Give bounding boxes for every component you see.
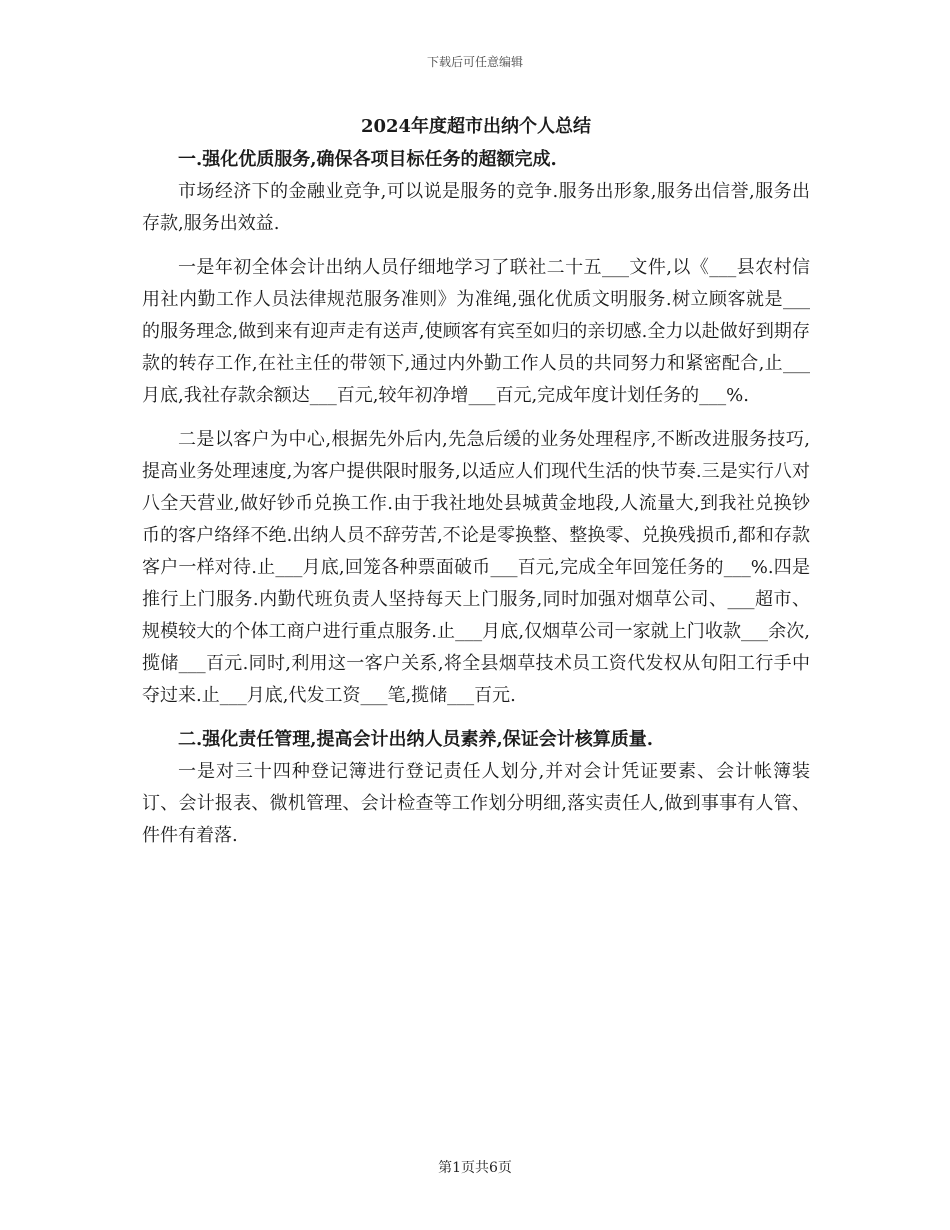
page-header-note: 下载后可任意编辑 xyxy=(426,55,523,69)
section-1-heading: 一.强化优质服务,确保各项目标任务的超额完成. xyxy=(178,149,557,170)
section-1-paragraph-1: 市场经济下的金融业竞争,可以说是服务的竞争.服务出形象,服务出信誉,服务出存款,服务出效益. xyxy=(142,181,810,234)
page-number: 第1页共6页 xyxy=(438,1160,512,1176)
section-1-paragraph-3: 二是以客户为中心,根据先外后内,先急后缓的业务处理程序,不断改进服务技巧,提高业务处理速度,为客户提供限时服务,以适应人们现代生活的快节奏.三是实行八对八全天营业,做好钞币兑换工作.由于我社地处县城黄金地段,人流量大,到我社兑换钞币的客户络绎不绝.出纳人员不辞劳苦,不论是零换整、整换零、兑换残损币,都和存款客户一样对待.止___月底,回笼各种票面破币___百元,完成全年回笼任务的___%.四是推行上门服务.内勤代班负责人坚持每天上门服务,同时加强对烟草公司、___超市、规模较大的个体工商户进行重点服务.止___月底,仅烟草公司一家就上门收款___余次,揽储___百元.同时,利用这一客户关系,将全县烟草技术员工资代发权从旬阳工行手中夺过来.止___月底,代发工资___笔,揽储___百元. xyxy=(142,429,810,706)
section-1-paragraph-2: 一是年初全体会计出纳人员仔细地学习了联社二十五___文件,以《___县农村信用社内勤工作人员法律规范服务准则》为准绳,强化优质文明服务.树立顾客就是___的服务理念,做到来有迎声走有送声,使顾客有宾至如归的亲切感.全力以赴做好到期存款的转存工作,在社主任的带领下,通过内外勤工作人员的共同努力和紧密配合,止___月底,我社存款余额达___百元,较年初净增___百元,完成年度计划任务的___%. xyxy=(142,257,810,406)
document-body xyxy=(142,112,810,852)
section-2-paragraph-1: 一是对三十四种登记簿进行登记责任人划分,并对会计凭证要素、会计帐簿装订、会计报表、微机管理、会计检查等工作划分明细,落实责任人,做到事事有人管、件件有着落. xyxy=(142,761,810,846)
document-title: 2024年度超市出纳个人总结 xyxy=(360,116,592,137)
section-2-heading: 二.强化责任管理,提高会计出纳人员素养,保证会计核算质量. xyxy=(178,729,654,750)
